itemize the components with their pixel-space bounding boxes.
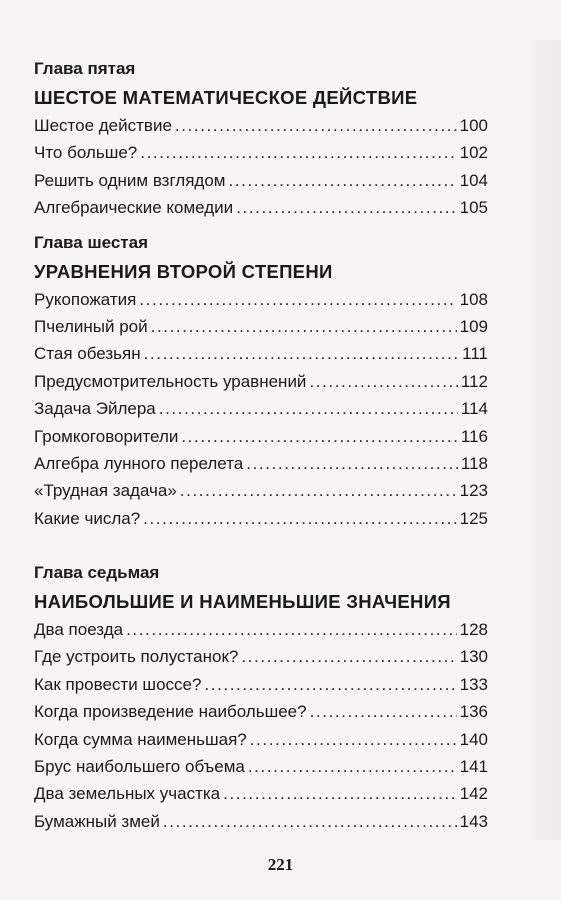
toc-entry-title: Какие числа? <box>34 508 141 528</box>
toc-entry-title: Бумажный змей <box>34 811 160 831</box>
toc-entry-title: «Трудная задача» <box>34 481 177 501</box>
toc-entry-title: Когда сумма наименьшая? <box>34 729 247 749</box>
toc-entry <box>34 340 488 367</box>
toc-entry <box>34 368 488 395</box>
dot-leader <box>309 368 457 395</box>
toc-entry-page: 133 <box>459 674 488 694</box>
toc-entry-page: 128 <box>459 620 488 640</box>
chapter-section <box>34 562 488 835</box>
toc-entry <box>34 616 488 643</box>
toc-entry-title: Два поезда <box>34 620 124 640</box>
toc-entry-page: 130 <box>459 647 488 667</box>
dot-leader <box>159 395 458 422</box>
toc-entry <box>34 423 488 450</box>
chapter-label: Глава шестая <box>34 232 149 252</box>
toc-entry-title: Шестое действие <box>34 116 172 135</box>
toc-entry-title: Когда произведение наибольшее? <box>34 702 307 722</box>
toc-entry-title: Алгебраические комедии <box>34 198 234 218</box>
chapter-label: Глава седьмая <box>34 563 160 583</box>
toc-entry-title: Громкоговорители <box>34 426 179 446</box>
dot-leader <box>151 313 457 340</box>
toc-entry-title: Что больше? <box>34 143 138 163</box>
toc-entry-page: 114 <box>460 399 488 419</box>
toc-entry-title: Стая обезьян <box>34 344 141 364</box>
toc-entry-page: 116 <box>460 426 488 446</box>
toc-entry-page: 141 <box>459 757 488 777</box>
dot-leader <box>143 505 456 532</box>
chapter-title: НАИБОЛЬШИЕ И НАИМЕНЬШИЕ ЗНАЧЕНИЯ <box>34 591 451 613</box>
dot-leader <box>310 698 457 725</box>
toc-entry-title: Как провести шоссе? <box>34 674 202 694</box>
toc-entry <box>34 477 488 504</box>
toc-entry-title: Брус наибольшего объема <box>34 757 245 777</box>
facing-page-bleed <box>521 40 561 840</box>
toc-entry-title: Пчелиный рой <box>34 316 148 336</box>
dot-leader <box>139 286 456 313</box>
dot-leader <box>140 139 456 166</box>
toc-entry <box>34 286 488 313</box>
toc-entry-page: 100 <box>459 116 488 135</box>
toc-entry-page: 112 <box>460 371 488 391</box>
toc-entry-page: 102 <box>459 143 488 163</box>
toc-entry-page: 123 <box>459 481 488 501</box>
toc-entry-page: 109 <box>459 316 488 336</box>
dot-leader <box>236 194 456 221</box>
toc-entry-page: 118 <box>460 453 488 473</box>
dot-leader <box>180 477 457 504</box>
toc-entry-page: 105 <box>459 198 488 218</box>
dot-leader <box>248 753 457 780</box>
toc-entry <box>34 194 488 221</box>
dot-leader <box>229 167 457 194</box>
dot-leader <box>204 671 456 698</box>
toc-entry-page: 136 <box>459 702 488 722</box>
chapter-label: Глава пятая <box>34 59 136 78</box>
toc-entry <box>34 139 488 166</box>
toc-entry <box>34 450 488 477</box>
toc-entry <box>34 112 488 139</box>
chapter-section <box>34 232 488 533</box>
toc-entry-page: 143 <box>459 811 488 831</box>
dot-leader <box>126 616 457 643</box>
toc-entry-title: Рукопожатия <box>34 289 137 309</box>
dot-leader <box>163 808 457 835</box>
chapter-section <box>34 58 488 222</box>
chapter-title: УРАВНЕНИЯ ВТОРОЙ СТЕПЕНИ <box>34 260 333 282</box>
toc-entry-title: Решить одним взглядом <box>34 170 226 190</box>
dot-leader <box>181 423 458 450</box>
toc-entry <box>34 780 488 807</box>
toc-entry-page: 108 <box>459 289 488 309</box>
page-number: 221 <box>267 855 294 874</box>
toc-entry <box>34 753 488 780</box>
dot-leader <box>250 726 457 753</box>
toc-entry-title: Предусмотрительность уравнений <box>34 371 307 391</box>
toc-entry <box>34 167 488 194</box>
toc-entry <box>34 395 488 422</box>
toc-entry-title: Два земельных участка <box>34 784 221 804</box>
toc-entry-title: Где устроить полустанок? <box>34 647 239 667</box>
toc-entry-page: 140 <box>459 729 488 749</box>
toc-entry <box>34 505 488 532</box>
toc-entry <box>34 726 488 753</box>
dot-leader <box>223 780 456 807</box>
dot-leader <box>241 643 456 670</box>
table-of-contents <box>34 58 488 835</box>
dot-leader <box>246 450 458 477</box>
toc-entry-page: 104 <box>459 170 488 190</box>
toc-entry <box>34 313 488 340</box>
toc-entry <box>34 698 488 725</box>
toc-entry-page: 125 <box>459 508 488 528</box>
toc-entry-title: Алгебра лунного перелета <box>34 453 244 473</box>
dot-leader <box>144 340 460 367</box>
toc-entry <box>34 671 488 698</box>
toc-entry <box>34 808 488 835</box>
dot-leader <box>175 112 457 139</box>
chapter-title: ШЕСТОЕ МАТЕМАТИЧЕСКОЕ ДЕЙСТВИЕ <box>34 87 418 108</box>
toc-entry-page: 111 <box>462 344 488 364</box>
toc-entry-page: 142 <box>459 784 488 804</box>
toc-entry-title: Задача Эйлера <box>34 399 156 419</box>
toc-entry <box>34 643 488 670</box>
